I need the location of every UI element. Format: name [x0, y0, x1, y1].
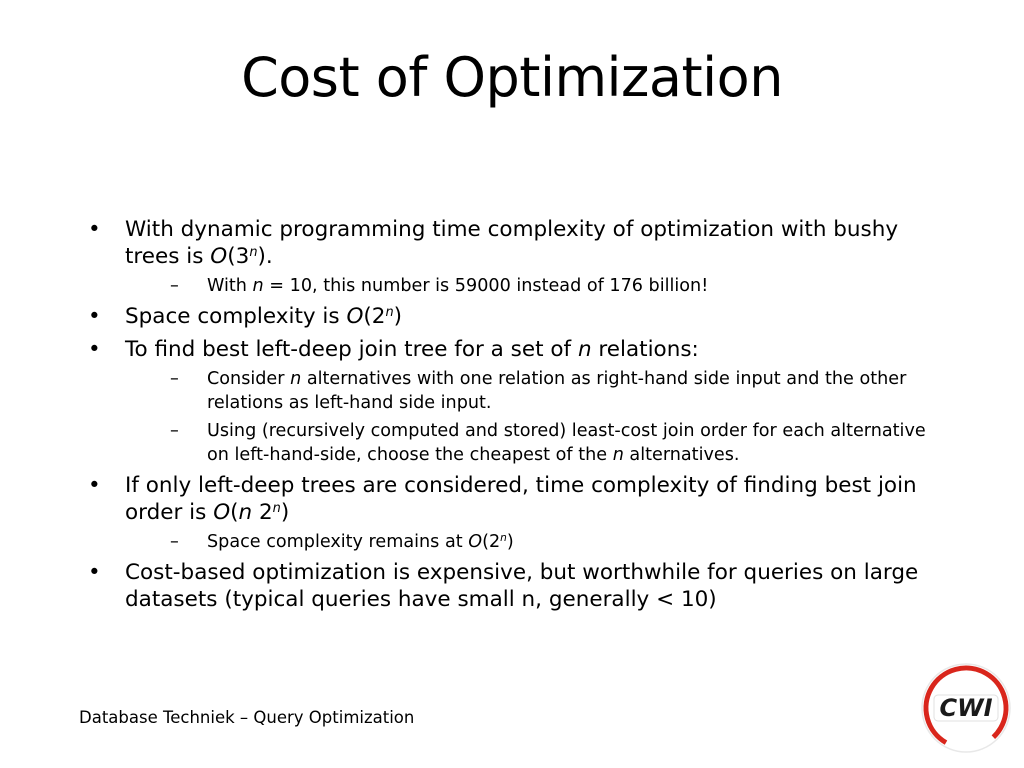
bullet-marker: •	[88, 337, 101, 362]
dash-marker: –	[170, 369, 179, 389]
logo-text: CWI	[939, 694, 993, 722]
sub-bullet-item	[170, 419, 948, 467]
bullet-item	[88, 336, 948, 363]
bullet-marker: •	[88, 560, 101, 585]
footer-text: Database Techniek – Query Optimization	[79, 708, 415, 727]
dash-marker: –	[170, 421, 179, 441]
bullet-text: Space complexity remains at O(2$^n$)	[207, 532, 514, 552]
bullet-marker: •	[88, 217, 101, 242]
cwi-logo	[920, 662, 1012, 754]
bullet-text: Space complexity is O(2$^n$)	[125, 304, 403, 329]
bullet-text: Using (recursively computed and stored) least-cost join order for each alternative on left-hand-side, choose the cheapest of the n alternatives.	[207, 421, 926, 465]
sub-bullet-item	[170, 274, 948, 298]
bullet-marker: •	[88, 473, 101, 498]
dash-marker: –	[170, 532, 179, 552]
bullet-marker: •	[88, 304, 101, 329]
sub-bullet-item	[170, 367, 948, 415]
slide-title: Cost of Optimization	[241, 46, 783, 109]
sub-bullet-item	[170, 530, 948, 554]
bullet-text: Cost-based optimization is expensive, but worthwhile for queries on large datasets (typical queries have small n, generally < 10)	[125, 560, 919, 612]
bullet-item	[88, 472, 948, 526]
bullet-item	[88, 216, 948, 270]
bullet-text: If only left-deep trees are considered, time complexity of finding best join order is O(n 2$^n$)	[125, 473, 917, 525]
bullet-item	[88, 303, 948, 330]
bullet-text: With n = 10, this number is 59000 instead of 176 billion!	[207, 276, 709, 296]
bullet-list	[88, 210, 948, 613]
dash-marker: –	[170, 276, 179, 296]
bullet-text: Consider n alternatives with one relation as right-hand side input and the other relations as left-hand side input.	[207, 369, 907, 413]
bullet-text: With dynamic programming time complexity of optimization with bushy trees is O(3$^n$).	[125, 217, 899, 269]
bullet-text: To find best left-deep join tree for a set of n relations:	[125, 337, 699, 362]
bullet-item	[88, 559, 948, 613]
